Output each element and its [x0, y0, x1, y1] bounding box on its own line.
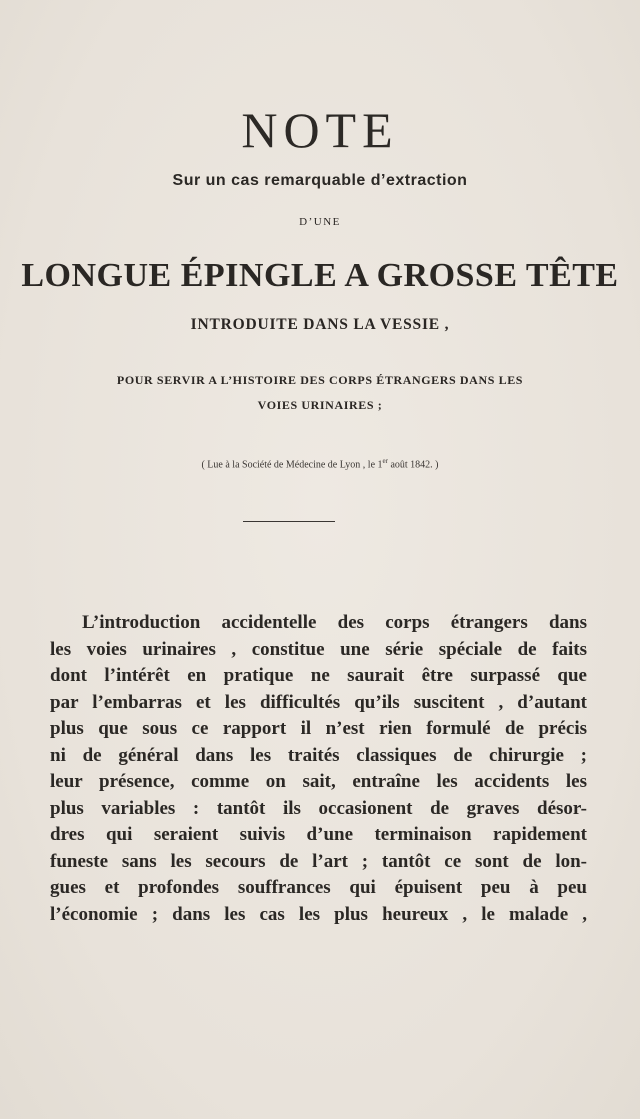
body-line: dont l’intérêt en pratique ne saurait être surpassé que [50, 665, 587, 686]
subtitle: Sur un cas remarquable d’extraction [172, 172, 468, 189]
purpose-line-2: VOIES URINAIRES ; [257, 398, 383, 412]
body-line: L’introduction accidentelle des corps étrangers dans [82, 612, 587, 633]
purpose-statement [0, 368, 640, 418]
body-line: gues et profondes souffrances qui épuisent peu à peu [50, 877, 587, 898]
connector-text: D’UNE [299, 216, 341, 228]
body-line: plus que sous ce rapport il n’est rien formulé de précis [50, 718, 587, 739]
body-line: ni de général dans les traités classiques de chirurgie ; [50, 744, 587, 766]
page-title: NOTE [241, 102, 399, 158]
read-note [0, 454, 640, 472]
read-note-end: août 1842. ) [387, 459, 439, 471]
body-line: plus variables : tantôt ils occasionent de graves désor- [50, 797, 587, 819]
read-note-superscript: er [382, 457, 388, 465]
body-line: l’économie ; dans les cas les plus heureux , le malade , [50, 903, 587, 925]
purpose-line-1: POUR SERVIR A L’HISTOIRE DES CORPS ÉTRANGERS DANS LES [116, 373, 524, 387]
separator-rule [243, 521, 335, 522]
body-line: les voies urinaires , constitue une série spéciale de faits [50, 638, 587, 660]
body-paragraph [50, 610, 587, 928]
main-heading: LONGUE ÉPINGLE A GROSSE TÊTE [21, 257, 619, 294]
sub-heading: INTRODUITE DANS LA VESSIE , [190, 316, 450, 333]
body-line: dres qui seraient suivis d’une terminaison rapidement [50, 824, 587, 845]
body-line: funeste sans les secours de l’art ; tantôt ce sont de lon- [50, 850, 587, 872]
read-note-start: ( Lue à la Société de Médecine de Lyon , le 1 [201, 459, 383, 471]
body-line: par l’embarras et les difficultés qu’ils suscitent , d’autant [50, 691, 587, 713]
body-line: leur présence, comme on sait, entraîne les accidents les [50, 771, 587, 792]
